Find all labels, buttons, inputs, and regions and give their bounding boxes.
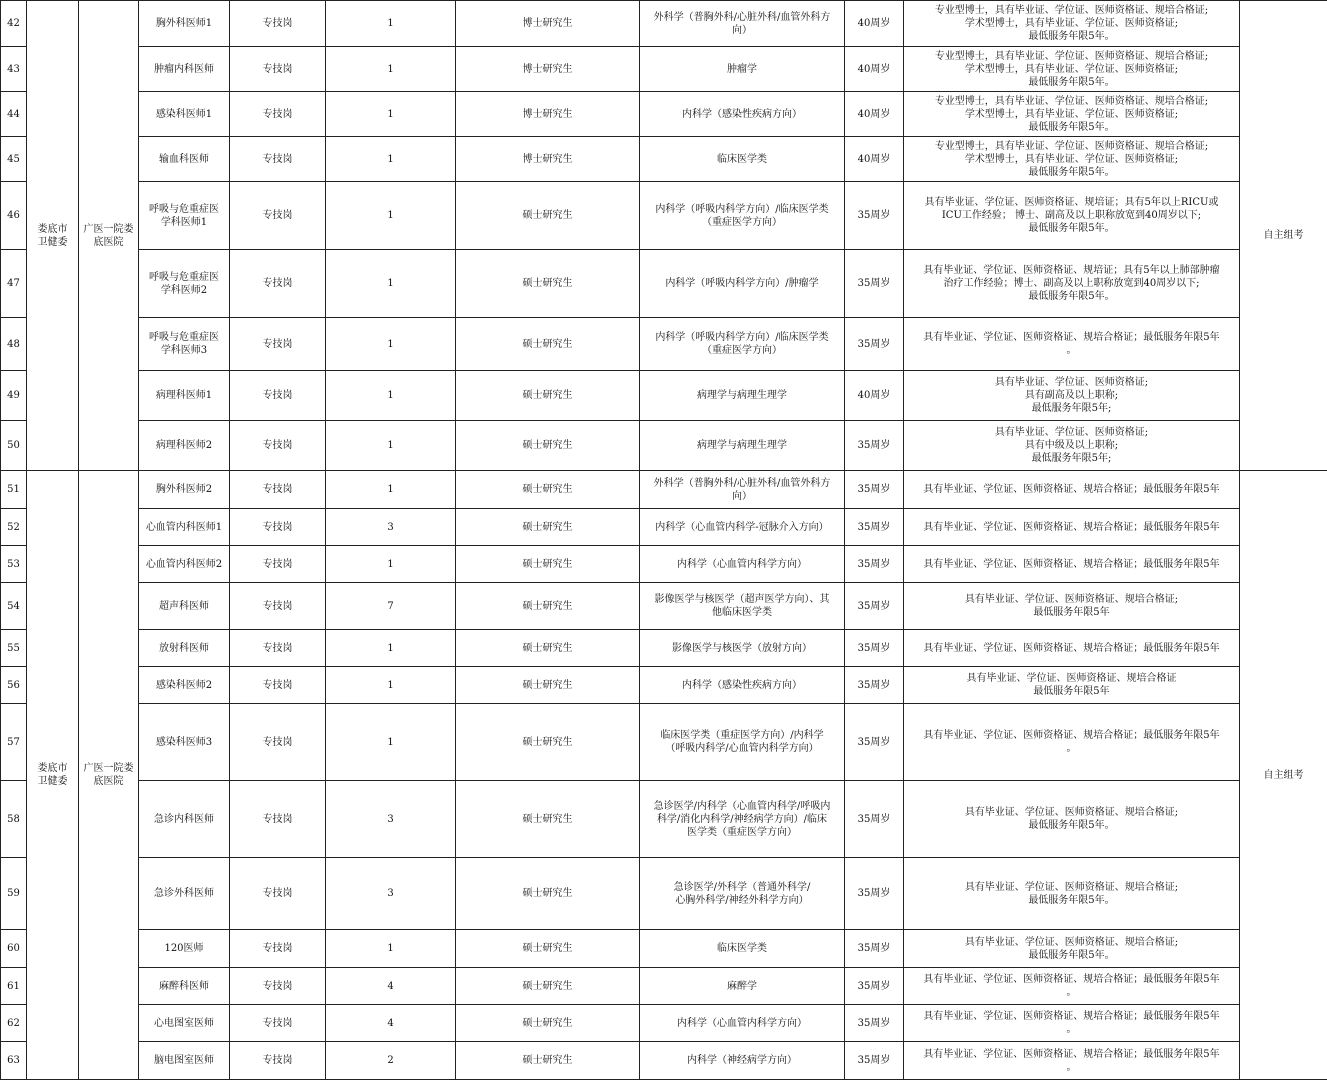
age-limit: 35周岁 xyxy=(845,1005,904,1042)
table-row xyxy=(1,47,1327,92)
hire-count: 1 xyxy=(326,47,456,92)
major: 内科学（心血管内科学方向） xyxy=(640,1005,845,1042)
employer: 广医一院娄 底医院 xyxy=(79,1,139,471)
post-name: 脑电图室医师 xyxy=(139,1042,230,1080)
row-number: 58 xyxy=(1,781,27,858)
age-limit: 35周岁 xyxy=(845,182,904,250)
post-name: 肿瘤内科医师 xyxy=(139,47,230,92)
post-type: 专技岗 xyxy=(230,1042,326,1080)
post-name: 放射科医师 xyxy=(139,630,230,667)
major: 急诊医学/外科学（普通外科学/ 心胸外科学/神经外科学方向） xyxy=(640,858,845,930)
major: 内科学（感染性疾病方向） xyxy=(640,92,845,137)
major: 影像医学与核医学（放射方向） xyxy=(640,630,845,667)
row-number: 59 xyxy=(1,858,27,930)
post-name: 胸外科医师2 xyxy=(139,471,230,509)
major: 内科学（心血管内科学方向） xyxy=(640,546,845,583)
hire-count: 1 xyxy=(326,471,456,509)
post-type: 专技岗 xyxy=(230,583,326,630)
age-limit: 40周岁 xyxy=(845,137,904,182)
age-limit: 35周岁 xyxy=(845,781,904,858)
row-number: 62 xyxy=(1,1005,27,1042)
age-limit: 35周岁 xyxy=(845,930,904,968)
table-row xyxy=(1,583,1327,630)
row-number: 45 xyxy=(1,137,27,182)
education: 硕士研究生 xyxy=(456,471,640,509)
row-number: 54 xyxy=(1,583,27,630)
table-row xyxy=(1,250,1327,318)
hire-count: 1 xyxy=(326,92,456,137)
hire-count: 1 xyxy=(326,250,456,318)
post-type: 专技岗 xyxy=(230,781,326,858)
employer: 广医一院娄 底医院 xyxy=(79,471,139,1080)
hire-count: 1 xyxy=(326,371,456,421)
hire-count: 3 xyxy=(326,858,456,930)
education: 博士研究生 xyxy=(456,1,640,47)
hire-count: 1 xyxy=(326,546,456,583)
hire-count: 1 xyxy=(326,630,456,667)
education: 硕士研究生 xyxy=(456,704,640,781)
post-type: 专技岗 xyxy=(230,546,326,583)
education: 博士研究生 xyxy=(456,47,640,92)
education: 硕士研究生 xyxy=(456,421,640,471)
education: 博士研究生 xyxy=(456,137,640,182)
post-name: 感染科医师2 xyxy=(139,667,230,704)
age-limit: 35周岁 xyxy=(845,583,904,630)
hire-count: 1 xyxy=(326,318,456,371)
major: 外科学（普胸外科/心脏外科/血管外科方 向） xyxy=(640,471,845,509)
table-row xyxy=(1,1,1327,47)
table-row xyxy=(1,630,1327,667)
major: 外科学（普胸外科/心脏外科/血管外科方 向） xyxy=(640,1,845,47)
education: 硕士研究生 xyxy=(456,250,640,318)
row-number: 60 xyxy=(1,930,27,968)
education: 硕士研究生 xyxy=(456,858,640,930)
major: 病理学与病理生理学 xyxy=(640,421,845,471)
other-conditions: 专业型博士，具有毕业证、学位证、医师资格证、规培合格证; 学术型博士，具有毕业证、学位证、医师资格证; 最低服务年限5年。 xyxy=(904,1,1240,47)
hire-count: 1 xyxy=(326,137,456,182)
other-conditions: 具有毕业证、学位证、医师资格证、规培合格证; 最低服务年限5年 xyxy=(904,583,1240,630)
exam-method: 自主组考 xyxy=(1240,1,1327,471)
hire-count: 7 xyxy=(326,583,456,630)
row-number: 56 xyxy=(1,667,27,704)
post-name: 心电图室医师 xyxy=(139,1005,230,1042)
table-row xyxy=(1,509,1327,546)
post-type: 专技岗 xyxy=(230,137,326,182)
exam-method: 自主组考 xyxy=(1240,471,1327,1080)
education: 硕士研究生 xyxy=(456,371,640,421)
other-conditions: 具有毕业证、学位证、医师资格证、规培证；具有5年以上肺部肿瘤 治疗工作经验；博士、副高及以上职称放宽到40周岁以下; 最低服务年限5年。 xyxy=(904,250,1240,318)
post-type: 专技岗 xyxy=(230,92,326,137)
post-type: 专技岗 xyxy=(230,1005,326,1042)
major: 内科学（感染性疾病方向） xyxy=(640,667,845,704)
post-name: 心血管内科医师2 xyxy=(139,546,230,583)
hire-count: 3 xyxy=(326,781,456,858)
other-conditions: 具有毕业证、学位证、医师资格证、规培合格证; 最低服务年限5年。 xyxy=(904,930,1240,968)
post-type: 专技岗 xyxy=(230,630,326,667)
table-row xyxy=(1,182,1327,250)
post-type: 专技岗 xyxy=(230,47,326,92)
education: 硕士研究生 xyxy=(456,930,640,968)
post-type: 专技岗 xyxy=(230,1,326,47)
major: 病理学与病理生理学 xyxy=(640,371,845,421)
education: 硕士研究生 xyxy=(456,968,640,1005)
education: 硕士研究生 xyxy=(456,546,640,583)
row-number: 44 xyxy=(1,92,27,137)
row-number: 49 xyxy=(1,371,27,421)
row-number: 52 xyxy=(1,509,27,546)
major: 内科学（呼吸内科学方向）/临床医学类 （重症医学方向） xyxy=(640,182,845,250)
other-conditions: 具有毕业证、学位证、医师资格证、规培合格证；最低服务年限5年 。 xyxy=(904,1042,1240,1080)
other-conditions: 具有毕业证、学位证、医师资格证、规培合格证; 最低服务年限5年。 xyxy=(904,858,1240,930)
other-conditions: 具有毕业证、学位证、医师资格证、规培合格证；最低服务年限5年 。 xyxy=(904,704,1240,781)
other-conditions: 具有毕业证、学位证、医师资格证、规培证；具有5年以上RICU或 ICU工作经验； 博士、副高及以上职称放宽到40周岁以下; 最低服务年限5年。 xyxy=(904,182,1240,250)
age-limit: 40周岁 xyxy=(845,92,904,137)
post-name: 120医师 xyxy=(139,930,230,968)
other-conditions: 具有毕业证、学位证、医师资格证、规培合格证; 最低服务年限5年。 xyxy=(904,781,1240,858)
table-row xyxy=(1,858,1327,930)
other-conditions: 专业型博士，具有毕业证、学位证、医师资格证、规培合格证; 学术型博士，具有毕业证、学位证、医师资格证; 最低服务年限5年。 xyxy=(904,92,1240,137)
hire-count: 2 xyxy=(326,1042,456,1080)
education: 硕士研究生 xyxy=(456,781,640,858)
education: 博士研究生 xyxy=(456,92,640,137)
hire-count: 1 xyxy=(326,1,456,47)
post-name: 输血科医师 xyxy=(139,137,230,182)
table-row xyxy=(1,318,1327,371)
other-conditions: 具有毕业证、学位证、医师资格证; 具有中级及以上职称; 最低服务年限5年; xyxy=(904,421,1240,471)
education: 硕士研究生 xyxy=(456,1042,640,1080)
post-name: 感染科医师1 xyxy=(139,92,230,137)
table-row xyxy=(1,1005,1327,1042)
row-number: 63 xyxy=(1,1042,27,1080)
education: 硕士研究生 xyxy=(456,630,640,667)
post-name: 病理科医师2 xyxy=(139,421,230,471)
post-name: 急诊外科医师 xyxy=(139,858,230,930)
hire-count: 1 xyxy=(326,704,456,781)
education: 硕士研究生 xyxy=(456,1005,640,1042)
post-name: 呼吸与危重症医 学科医师2 xyxy=(139,250,230,318)
post-type: 专技岗 xyxy=(230,471,326,509)
major: 内科学（呼吸内科学方向）/临床医学类 （重症医学方向） xyxy=(640,318,845,371)
row-number: 53 xyxy=(1,546,27,583)
table-row xyxy=(1,92,1327,137)
major: 内科学（呼吸内科学方向）/肿瘤学 xyxy=(640,250,845,318)
post-name: 病理科医师1 xyxy=(139,371,230,421)
hire-count: 1 xyxy=(326,667,456,704)
row-number: 47 xyxy=(1,250,27,318)
major: 影像医学与核医学（超声医学方向）、其 他临床医学类 xyxy=(640,583,845,630)
post-type: 专技岗 xyxy=(230,704,326,781)
age-limit: 35周岁 xyxy=(845,968,904,1005)
post-type: 专技岗 xyxy=(230,509,326,546)
competent-authority: 娄底市 卫健委 xyxy=(27,471,79,1080)
table-row xyxy=(1,704,1327,781)
major: 肿瘤学 xyxy=(640,47,845,92)
row-number: 57 xyxy=(1,704,27,781)
post-name: 麻醉科医师 xyxy=(139,968,230,1005)
row-number: 43 xyxy=(1,47,27,92)
other-conditions: 具有毕业证、学位证、医师资格证、规培合格证；最低服务年限5年 。 xyxy=(904,318,1240,371)
hire-count: 1 xyxy=(326,182,456,250)
competent-authority: 娄底市 卫健委 xyxy=(27,1,79,471)
age-limit: 40周岁 xyxy=(845,1,904,47)
table-row xyxy=(1,968,1327,1005)
other-conditions: 具有毕业证、学位证、医师资格证; 具有副高及以上职称; 最低服务年限5年; xyxy=(904,371,1240,421)
post-name: 感染科医师3 xyxy=(139,704,230,781)
table-row xyxy=(1,930,1327,968)
age-limit: 35周岁 xyxy=(845,421,904,471)
table-row xyxy=(1,421,1327,471)
education: 硕士研究生 xyxy=(456,667,640,704)
age-limit: 35周岁 xyxy=(845,509,904,546)
other-conditions: 具有毕业证、学位证、医师资格证、规培合格证；最低服务年限5年 xyxy=(904,471,1240,509)
hire-count: 4 xyxy=(326,968,456,1005)
hire-count: 3 xyxy=(326,509,456,546)
post-type: 专技岗 xyxy=(230,930,326,968)
other-conditions: 具有毕业证、学位证、医师资格证、规培合格证；最低服务年限5年 xyxy=(904,509,1240,546)
age-limit: 35周岁 xyxy=(845,318,904,371)
education: 硕士研究生 xyxy=(456,182,640,250)
table-row xyxy=(1,546,1327,583)
other-conditions: 具有毕业证、学位证、医师资格证、规培合格证；最低服务年限5年 xyxy=(904,630,1240,667)
table-row xyxy=(1,1042,1327,1080)
post-type: 专技岗 xyxy=(230,318,326,371)
age-limit: 40周岁 xyxy=(845,371,904,421)
table-row xyxy=(1,471,1327,509)
education: 硕士研究生 xyxy=(456,318,640,371)
other-conditions: 专业型博士，具有毕业证、学位证、医师资格证、规培合格证; 学术型博士，具有毕业证、学位证、医师资格证; 最低服务年限5年。 xyxy=(904,137,1240,182)
post-name: 胸外科医师1 xyxy=(139,1,230,47)
row-number: 50 xyxy=(1,421,27,471)
post-name: 心血管内科医师1 xyxy=(139,509,230,546)
major: 麻醉学 xyxy=(640,968,845,1005)
major: 内科学（心血管内科学-冠脉介入方向） xyxy=(640,509,845,546)
major: 急诊医学/内科学（心血管内科学/呼吸内 科学/消化内科学/神经病学方向）/临床 医学类（重症医学方向） xyxy=(640,781,845,858)
post-type: 专技岗 xyxy=(230,421,326,471)
age-limit: 35周岁 xyxy=(845,704,904,781)
age-limit: 35周岁 xyxy=(845,667,904,704)
row-number: 48 xyxy=(1,318,27,371)
age-limit: 40周岁 xyxy=(845,47,904,92)
post-type: 专技岗 xyxy=(230,667,326,704)
age-limit: 35周岁 xyxy=(845,471,904,509)
post-name: 呼吸与危重症医 学科医师3 xyxy=(139,318,230,371)
other-conditions: 具有毕业证、学位证、医师资格证、规培合格证；最低服务年限5年 。 xyxy=(904,1005,1240,1042)
row-number: 51 xyxy=(1,471,27,509)
major: 临床医学类 xyxy=(640,137,845,182)
row-number: 46 xyxy=(1,182,27,250)
education: 硕士研究生 xyxy=(456,509,640,546)
hire-count: 1 xyxy=(326,421,456,471)
table-row xyxy=(1,371,1327,421)
major: 临床医学类（重症医学方向）/内科学 （呼吸内科学/心血管内科学方向） xyxy=(640,704,845,781)
post-name: 超声科医师 xyxy=(139,583,230,630)
row-number: 55 xyxy=(1,630,27,667)
age-limit: 35周岁 xyxy=(845,250,904,318)
other-conditions: 具有毕业证、学位证、医师资格证、规培合格证；最低服务年限5年 。 xyxy=(904,968,1240,1005)
row-number: 61 xyxy=(1,968,27,1005)
hire-count: 4 xyxy=(326,1005,456,1042)
post-type: 专技岗 xyxy=(230,182,326,250)
other-conditions: 具有毕业证、学位证、医师资格证、规培合格证 最低服务年限5年 xyxy=(904,667,1240,704)
major: 内科学（神经病学方向） xyxy=(640,1042,845,1080)
education: 硕士研究生 xyxy=(456,583,640,630)
table-body xyxy=(1,1,1327,1080)
row-number: 42 xyxy=(1,1,27,47)
age-limit: 35周岁 xyxy=(845,858,904,930)
table-row xyxy=(1,137,1327,182)
hire-count: 1 xyxy=(326,930,456,968)
post-type: 专技岗 xyxy=(230,250,326,318)
post-type: 专技岗 xyxy=(230,371,326,421)
post-type: 专技岗 xyxy=(230,968,326,1005)
age-limit: 35周岁 xyxy=(845,1042,904,1080)
other-conditions: 具有毕业证、学位证、医师资格证、规培合格证；最低服务年限5年 xyxy=(904,546,1240,583)
post-name: 呼吸与危重症医 学科医师1 xyxy=(139,182,230,250)
other-conditions: 专业型博士，具有毕业证、学位证、医师资格证、规培合格证; 学术型博士，具有毕业证、学位证、医师资格证; 最低服务年限5年。 xyxy=(904,47,1240,92)
table-row xyxy=(1,781,1327,858)
age-limit: 35周岁 xyxy=(845,630,904,667)
table-row xyxy=(1,667,1327,704)
age-limit: 35周岁 xyxy=(845,546,904,583)
major: 临床医学类 xyxy=(640,930,845,968)
post-name: 急诊内科医师 xyxy=(139,781,230,858)
post-type: 专技岗 xyxy=(230,858,326,930)
